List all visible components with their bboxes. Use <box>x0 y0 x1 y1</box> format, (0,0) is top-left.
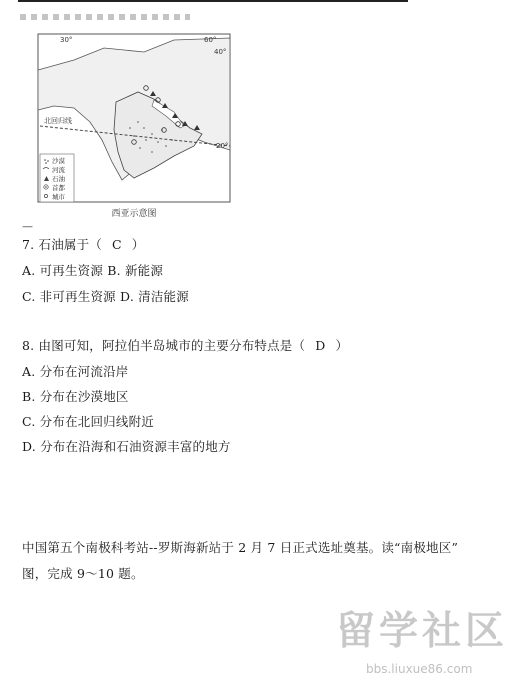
question-7-text: 7. 石油属于（ <box>22 237 102 252</box>
legend-river: 河流 <box>52 166 65 174</box>
west-asia-map <box>34 30 234 220</box>
question-8-text: 8. 由图可知，阿拉伯半岛城市的主要分布特点是（ <box>22 338 306 353</box>
question-7-option-line-2: C. 非可再生资源 D. 清洁能源 <box>22 289 189 304</box>
watermark-url: bbs.liuxue86.com <box>366 662 473 676</box>
watermark <box>330 600 521 692</box>
intro-line-2: 图，完成 9～10 题。 <box>22 566 144 581</box>
question-7-answer: C <box>112 237 122 252</box>
lat-right-label: 20° <box>216 142 229 150</box>
stray-mark: — <box>22 220 33 233</box>
tropic-label: 北回归线 <box>44 117 72 125</box>
question-8-option-d: D. 分布在沿海和石油资源丰富的地方 <box>22 439 231 454</box>
question-8-close: ） <box>335 338 349 353</box>
lon-left-label: 30° <box>60 36 73 44</box>
question-8-option-a: A. 分布在河流沿岸 <box>22 364 129 379</box>
faded-header-text <box>20 14 190 20</box>
legend-desert: 沙漠 <box>52 157 65 165</box>
legend-oil: 石油 <box>52 175 65 183</box>
lon-right-label: 60° <box>204 36 217 44</box>
watermark-logo-text: 留学社区 <box>336 609 509 654</box>
question-8-answer: D <box>315 338 326 353</box>
top-rule <box>18 0 408 2</box>
map-caption: 西亚示意图 <box>111 209 157 219</box>
question-8-stem <box>22 338 348 354</box>
intro-line-1: 中国第五个南极科考站--罗斯海新站于 2 月 7 日正式选址奠基。读“南极地区” <box>22 540 459 555</box>
question-8-option-c: C. 分布在北回归线附近 <box>22 414 154 429</box>
question-7-close: ） <box>131 237 145 252</box>
lat-top-label: 40° <box>214 48 227 56</box>
legend-city: 城市 <box>52 193 65 201</box>
map-figure <box>34 30 234 206</box>
question-7-stem <box>22 237 144 253</box>
question-7-option-line-1: A. 可再生资源 B. 新能源 <box>22 263 164 278</box>
legend-capital: 首都 <box>52 184 65 192</box>
question-8-option-b: B. 分布在沙漠地区 <box>22 389 129 404</box>
